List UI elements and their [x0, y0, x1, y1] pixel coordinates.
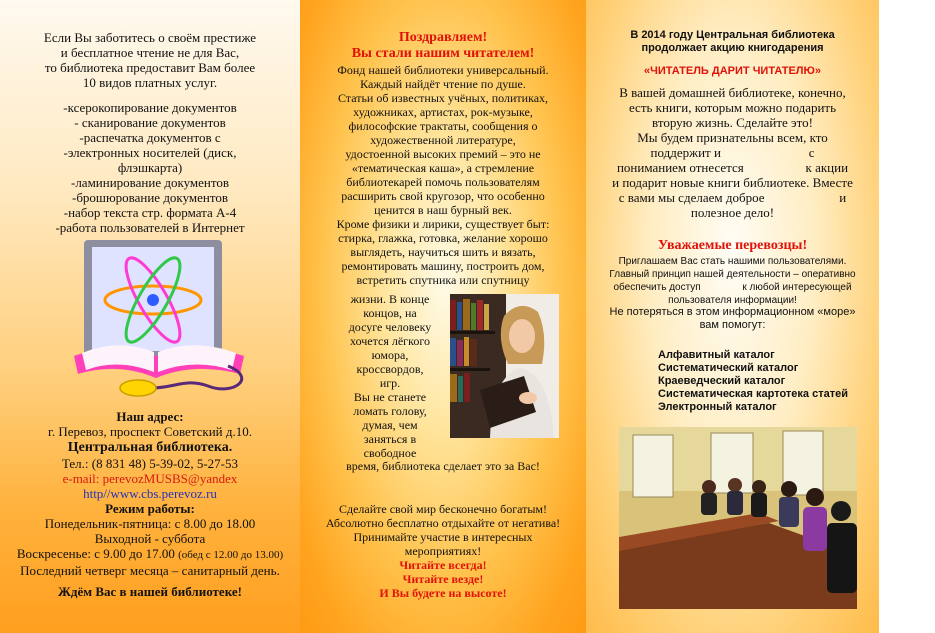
sea-line: вам помогут: [699, 319, 766, 331]
greeting-line: Вы стали нашим читателем! [351, 46, 535, 61]
appeal-line: поддержит и с [650, 145, 815, 160]
body-line: удостоенной высоких премий – это не [345, 147, 541, 161]
body-line: встретить спутника или спутницу [356, 273, 530, 287]
narrow-line: юмора, [371, 348, 409, 362]
rich-block [300, 502, 586, 558]
body-line: ценится в наш бурный век. [374, 203, 512, 217]
rich-line: Абсолютно бесплатно отдыхайте от негатива! [325, 516, 561, 530]
invite-line: пользователя информации! [668, 295, 797, 306]
greeting [300, 30, 586, 62]
services-list [0, 100, 300, 235]
service-item: -распечатка документов с [79, 130, 221, 145]
hours-title: Режим работы: [105, 501, 195, 516]
face [509, 319, 535, 353]
invite-line: Главный принцип нашей деятельности – оперативно [609, 269, 856, 280]
invite-line: обеспечить доступ к любой интересующей [613, 282, 852, 293]
narrow-line: Вы не станете [353, 390, 427, 404]
campaign-header [586, 29, 879, 55]
body-line: «тематическая каша», а стремление [351, 161, 535, 175]
narrow-line: кроссвордов, [356, 362, 424, 376]
invite-line: Приглашаем Вас стать нашими пользователями. [618, 256, 847, 267]
narrow-line: свободное [363, 446, 417, 460]
intro-line: то библиотека предоставит Вам более [44, 60, 256, 75]
dear-title: Уважаемые перевозцы! [657, 238, 808, 253]
catalog-item: Электронный каталог [658, 401, 777, 413]
mouse-icon [120, 380, 156, 396]
narrow-line: игр. [379, 376, 401, 390]
catalog-item: Систематический каталог [658, 362, 799, 374]
hand [519, 392, 537, 404]
address-block [0, 409, 300, 578]
slogan-line: И Вы будете на высоте! [379, 586, 507, 600]
service-item: -набор текста стр. формата А-4 [63, 205, 237, 220]
right-margin [879, 0, 935, 633]
email-link[interactable]: e-mail: perevozMUSBS@yandex [62, 471, 238, 486]
appeal-line: вторую жизнь. Сделайте это! [652, 115, 813, 130]
narrow-line: заняться в [363, 432, 417, 446]
body-line: художественной литературе, [370, 133, 516, 147]
intro-block [0, 30, 300, 90]
intro-line: и бесплатное чтение не для Вас, [60, 45, 240, 60]
service-item: -ксерокопирование документов [63, 100, 237, 115]
catalog-item: Систематическая картотека статей [658, 388, 848, 400]
appeal-text [586, 85, 879, 220]
body-line: Каждый найдёт чтение по душе. [360, 77, 526, 91]
body-end: время, библиотека сделает это за Вас! [346, 459, 540, 473]
hours-sunday [0, 546, 300, 563]
appeal-line: и подарит новые книги библиотеке. Вместе [612, 175, 853, 190]
sunday-hours: Воскресенье: с 9.00 до 17.00 [16, 546, 179, 561]
narrow-line: концов, на [363, 306, 417, 320]
appeal-line: с вами мы сделаем доброе и [618, 190, 847, 205]
service-item: - сканирование документов [74, 115, 226, 130]
hours-weekday: Понедельник-пятница: с 8.00 до 18.00 [44, 516, 256, 531]
narrow-line: ломать голову, [353, 404, 427, 418]
sea-text [586, 306, 879, 332]
narrow-line: хочется лёгкого [350, 334, 430, 348]
catalog-item: Алфавитный каталог [658, 349, 775, 361]
intro-line: Если Вы заботитесь о своём престиже [43, 30, 257, 45]
service-item: -электронных носителей (диск, [63, 145, 237, 160]
slogan-line: Читайте всегда! [399, 558, 487, 572]
computer-book-illustration [68, 238, 258, 403]
campaign-title: «ЧИТАТЕЛЬ ДАРИТ ЧИТАТЕЛЮ» [643, 65, 821, 77]
closing-text: Ждём Вас в нашей библиотеке! [58, 584, 242, 599]
appeal-line: есть книги, которым можно подарить [628, 100, 837, 115]
reading-girl-photo [450, 294, 559, 438]
narrow-line: жизни. В конце [350, 292, 430, 306]
body-line: библиотекарей помочь пользователям [346, 175, 540, 189]
rich-line: мероприятиях! [404, 544, 482, 558]
body-line: художниках, артистах, рок-музыке, [353, 105, 533, 119]
service-item: -ламинирование документов [70, 175, 230, 190]
body-line: Кроме физики и лирики, существует быт: [336, 217, 550, 231]
slogan-line: Читайте везде! [402, 572, 484, 586]
address-text: г. Перевоз, проспект Советский д.10. [47, 424, 253, 439]
invite-text [586, 255, 879, 307]
catalog-item: Краеведческий каталог [658, 375, 786, 387]
collection-text [300, 63, 586, 287]
catalog-list [658, 349, 848, 414]
rich-line: Принимайте участие в интересных [353, 530, 533, 544]
panel-paid-services [0, 0, 300, 633]
greeting-line: Поздравляем! [398, 30, 488, 45]
body-line: Статьи об известных учёных, политиках, [337, 91, 549, 105]
website-link[interactable]: http//www.cbs.perevoz.ru [83, 486, 217, 501]
library-name: Центральная библиотека. [67, 440, 233, 455]
body-line: Фонд нашей библиотеки универсальный. [337, 63, 549, 77]
address-title: Наш адрес: [116, 409, 184, 424]
sanitary-day: Последний четверг месяца – санитарный день. [20, 563, 280, 578]
body-line: стирка, глажка, готовка, желание хорошо [338, 231, 548, 245]
phone-text: Тел.: (8 831 48) 5-39-02, 5-27-53 [61, 456, 239, 471]
appeal-line: В вашей домашней библиотеке, конечно, [619, 85, 846, 100]
sunday-break: (обед с 12.00 до 13.00) [178, 549, 284, 561]
body-line: расширить свой кругозор, что особенно [341, 189, 545, 203]
appeal-line: пониманием отнесется к акции [616, 160, 849, 175]
appeal-line: Мы будем признательны всем, кто [637, 130, 828, 145]
service-item: -брошюрование документов [71, 190, 228, 205]
header-line: В 2014 году Центральная библиотека [630, 29, 835, 41]
slogans [300, 558, 586, 600]
intro-line: 10 видов платных услуг. [82, 75, 218, 90]
rich-line: Сделайте свой мир бесконечно богатым! [338, 502, 548, 516]
narrow-text [330, 292, 450, 460]
header-line: продолжает акцию книгодарения [641, 42, 824, 54]
panel-welcome [300, 0, 586, 633]
body-line: ремонтировать машину, построить дом, [341, 259, 545, 273]
panel-campaign [586, 0, 879, 633]
narrow-line: досуге человеку [348, 320, 432, 334]
body-line: выглядеть, научиться шить и вязать, [350, 245, 536, 259]
service-item: флэшкарта) [117, 160, 183, 175]
sea-line: Не потеряться в этом информационном «море» [609, 306, 856, 318]
service-item: -работа пользователей в Интернет [55, 220, 245, 235]
appeal-line: полезное дело! [690, 205, 775, 220]
reading-room-photo [619, 427, 857, 609]
body-line: философские трактаты, сообщения о [348, 119, 538, 133]
room-window [633, 435, 673, 497]
narrow-line: думая, чем [362, 418, 418, 432]
hours-day-off: Выходной - суббота [94, 531, 206, 546]
